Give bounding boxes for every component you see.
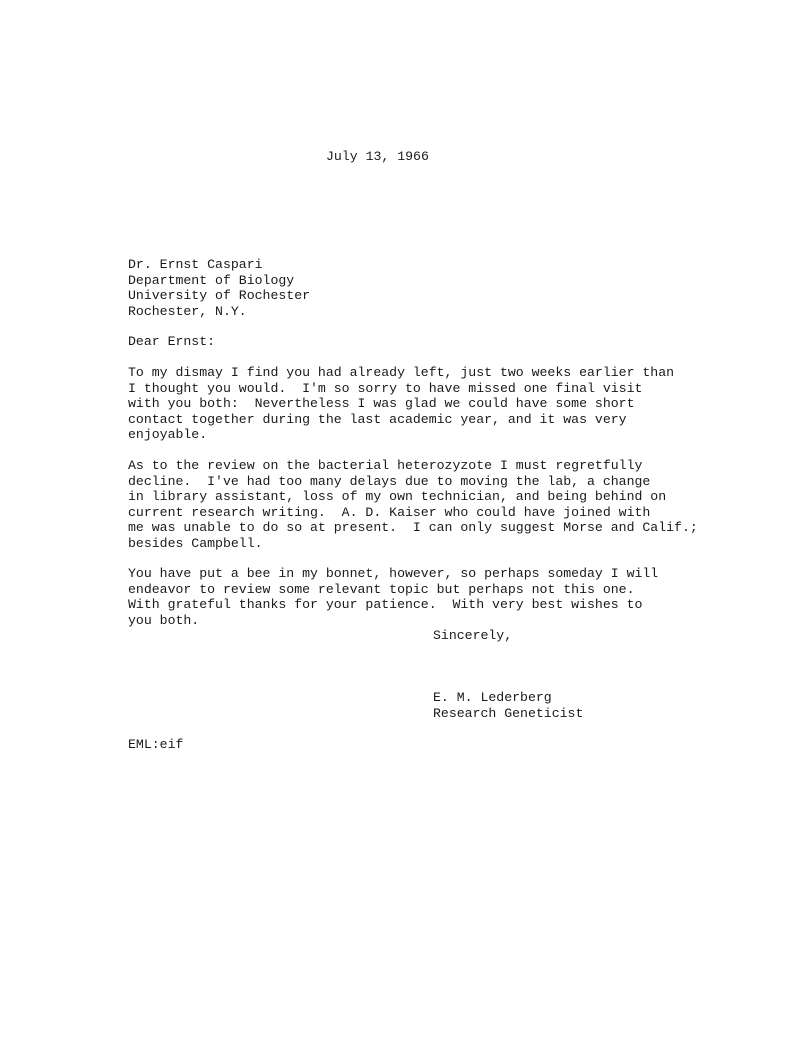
salutation: Dear Ernst:	[128, 334, 216, 349]
recipient-institution: University of Rochester	[128, 288, 311, 304]
paragraph-line: As to the review on the bacterial heterozyzote I must regretfully	[128, 458, 643, 473]
paragraph-line: with you both: Nevertheless I was glad we could have some short	[128, 396, 635, 412]
paragraph-line: current research writing. A. D. Kaiser who could have joined with	[128, 504, 651, 520]
recipient-department: Department of Biology	[128, 272, 295, 288]
signature-name: E. M. Lederberg	[433, 690, 552, 705]
paragraph-3	[128, 566, 658, 628]
paragraph-line: besides Campbell.	[128, 535, 263, 551]
recipient-city: Rochester, N.Y.	[128, 303, 247, 319]
paragraph-line: endeavor to review some relevant topic but perhaps not this one.	[128, 581, 635, 597]
closing: Sincerely,	[433, 628, 513, 643]
letter-date: July 13, 1966	[326, 149, 429, 164]
recipient-name: Dr. Ernst Caspari	[128, 257, 263, 272]
paragraph-line: enjoyable.	[128, 427, 208, 443]
recipient-address	[128, 257, 310, 319]
reference-initials: EML:eif	[128, 737, 184, 752]
paragraph-line: you both.	[128, 612, 200, 628]
paragraph-line: You have put a bee in my bonnet, however, so perhaps someday I will	[128, 566, 659, 581]
paragraph-2	[128, 458, 698, 552]
signature-block	[433, 690, 583, 721]
paragraph-line: contact together during the last academic year, and it was very	[128, 411, 627, 427]
paragraph-line: in library assistant, loss of my own technician, and being behind on	[128, 489, 667, 505]
paragraph-line: With grateful thanks for your patience. With very best wishes to	[128, 597, 643, 613]
paragraph-line: To my dismay I find you had already left, just two weeks earlier than	[128, 365, 675, 380]
signature-title: Research Geneticist	[433, 705, 584, 721]
paragraph-line: decline. I've had too many delays due to moving the lab, a change	[128, 473, 651, 489]
paragraph-line: I thought you would. I'm so sorry to have missed one final visit	[128, 380, 643, 396]
paragraph-line: me was unable to do so at present. I can only suggest Morse and Calif.;	[128, 520, 698, 536]
paragraph-1	[128, 365, 674, 443]
